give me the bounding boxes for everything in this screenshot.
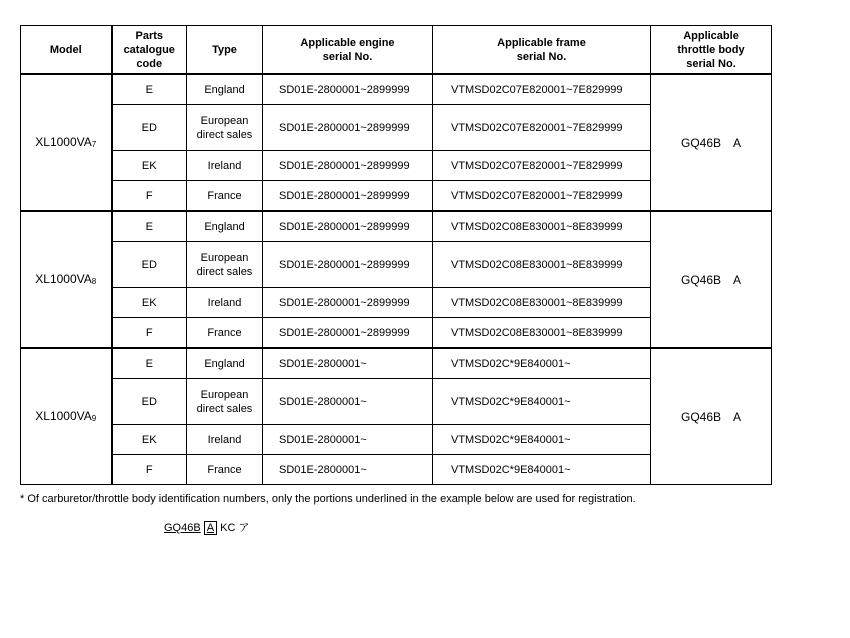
model-name: XL1000VA bbox=[35, 271, 92, 286]
frame-serial-cell: VTMSD02C07E820001~7E829999 bbox=[433, 151, 651, 181]
parts-code-cell: ED bbox=[112, 105, 187, 151]
parts-code-cell: EK bbox=[112, 288, 187, 318]
frame-serial-cell: VTMSD02C07E820001~7E829999 bbox=[433, 105, 651, 151]
parts-code-cell: E bbox=[112, 348, 187, 379]
model-year-suffix: 8 bbox=[91, 276, 97, 286]
parts-code-cell: ED bbox=[112, 242, 187, 288]
parts-code-cell: EK bbox=[112, 425, 187, 455]
type-cell: France bbox=[187, 455, 263, 485]
type-cell: European direct sales bbox=[187, 379, 263, 425]
example-identification bbox=[164, 519, 250, 535]
frame-serial-cell: VTMSD02C08E830001~8E839999 bbox=[433, 288, 651, 318]
frame-serial-cell: VTMSD02C08E830001~8E839999 bbox=[433, 318, 651, 349]
parts-code-cell: ED bbox=[112, 379, 187, 425]
frame-serial-cell: VTMSD02C08E830001~8E839999 bbox=[433, 211, 651, 242]
engine-serial-cell: SD01E-2800001~2899999 bbox=[263, 288, 433, 318]
model-name: XL1000VA bbox=[35, 134, 92, 149]
type-cell: France bbox=[187, 181, 263, 212]
throttle-body-cell: GQ46B A bbox=[651, 348, 772, 485]
header-parts-code: Parts catalogue code bbox=[112, 26, 187, 75]
engine-serial-cell: SD01E-2800001~2899999 bbox=[263, 181, 433, 212]
table-row bbox=[21, 74, 772, 105]
model-year-suffix: 7 bbox=[91, 139, 97, 149]
engine-serial-cell: SD01E-2800001~2899999 bbox=[263, 105, 433, 151]
frame-serial-cell: VTMSD02C*9E840001~ bbox=[433, 455, 651, 485]
model-serial-table bbox=[20, 25, 772, 485]
footnote: * Of carburetor/throttle body identification numbers, only the portions underlined in the example below are used for registration. bbox=[20, 493, 636, 505]
header-frame: Applicable frame serial No. bbox=[433, 26, 651, 75]
header-model: Model bbox=[21, 26, 112, 75]
header-type: Type bbox=[187, 26, 263, 75]
frame-serial-cell: VTMSD02C07E820001~7E829999 bbox=[433, 181, 651, 212]
table-header-row bbox=[21, 26, 772, 75]
header-throttle: Applicable throttle body serial No. bbox=[651, 26, 772, 75]
model-cell bbox=[21, 211, 112, 348]
model-cell bbox=[21, 348, 112, 485]
type-cell: European direct sales bbox=[187, 105, 263, 151]
engine-serial-cell: SD01E-2800001~ bbox=[263, 348, 433, 379]
type-cell: European direct sales bbox=[187, 242, 263, 288]
engine-serial-cell: SD01E-2800001~2899999 bbox=[263, 151, 433, 181]
example-boxed-part: A bbox=[204, 521, 217, 535]
engine-serial-cell: SD01E-2800001~2899999 bbox=[263, 242, 433, 288]
throttle-body-cell: GQ46B A bbox=[651, 74, 772, 211]
header-engine: Applicable engine serial No. bbox=[263, 26, 433, 75]
type-cell: France bbox=[187, 318, 263, 349]
example-rest: KC ア bbox=[220, 522, 250, 534]
throttle-body-cell: GQ46B A bbox=[651, 211, 772, 348]
frame-serial-cell: VTMSD02C*9E840001~ bbox=[433, 348, 651, 379]
parts-code-cell: F bbox=[112, 181, 187, 212]
type-cell: England bbox=[187, 211, 263, 242]
type-cell: Ireland bbox=[187, 151, 263, 181]
frame-serial-cell: VTMSD02C07E820001~7E829999 bbox=[433, 74, 651, 105]
parts-code-cell: EK bbox=[112, 151, 187, 181]
parts-code-cell: E bbox=[112, 211, 187, 242]
type-cell: England bbox=[187, 74, 263, 105]
parts-code-cell: E bbox=[112, 74, 187, 105]
table-row bbox=[21, 211, 772, 242]
model-cell bbox=[21, 74, 112, 211]
table-body bbox=[21, 74, 772, 485]
model-year-suffix: 9 bbox=[91, 413, 97, 423]
frame-serial-cell: VTMSD02C*9E840001~ bbox=[433, 379, 651, 425]
frame-serial-cell: VTMSD02C*9E840001~ bbox=[433, 425, 651, 455]
engine-serial-cell: SD01E-2800001~ bbox=[263, 379, 433, 425]
type-cell: Ireland bbox=[187, 288, 263, 318]
engine-serial-cell: SD01E-2800001~2899999 bbox=[263, 318, 433, 349]
parts-code-cell: F bbox=[112, 318, 187, 349]
example-underlined-part: GQ46B bbox=[164, 522, 201, 534]
engine-serial-cell: SD01E-2800001~ bbox=[263, 455, 433, 485]
table-row bbox=[21, 348, 772, 379]
model-name: XL1000VA bbox=[35, 408, 92, 423]
engine-serial-cell: SD01E-2800001~ bbox=[263, 425, 433, 455]
engine-serial-cell: SD01E-2800001~2899999 bbox=[263, 74, 433, 105]
frame-serial-cell: VTMSD02C08E830001~8E839999 bbox=[433, 242, 651, 288]
type-cell: Ireland bbox=[187, 425, 263, 455]
engine-serial-cell: SD01E-2800001~2899999 bbox=[263, 211, 433, 242]
type-cell: England bbox=[187, 348, 263, 379]
parts-code-cell: F bbox=[112, 455, 187, 485]
